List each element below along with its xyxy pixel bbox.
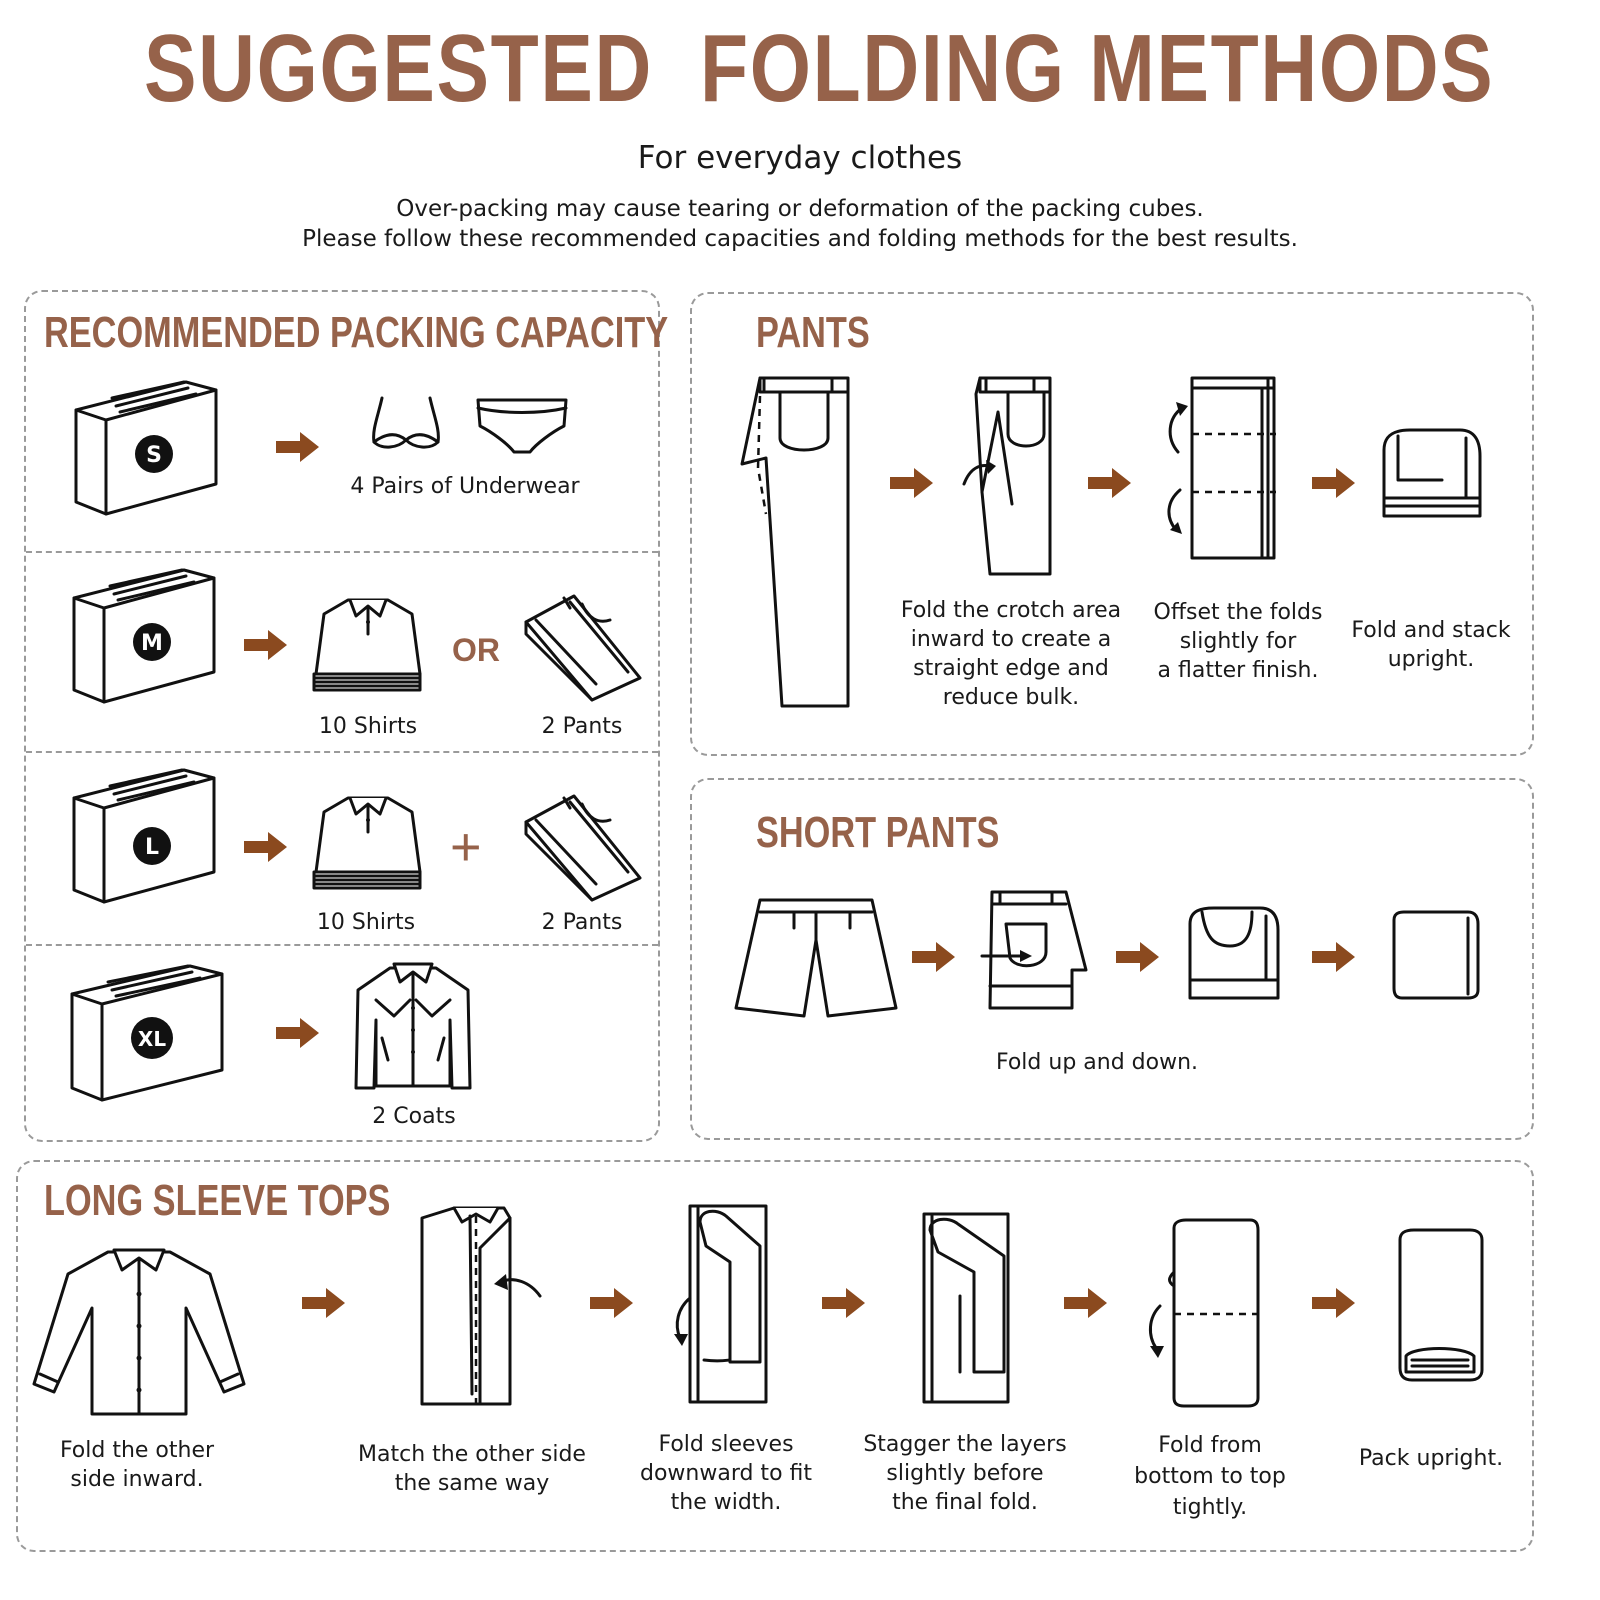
long-sleeve-step-label: Pack upright. [1358,1446,1504,1471]
packing-cube-icon [62,960,234,1110]
size-badge-s: S [146,443,162,468]
packing-cube-icon [64,564,226,712]
arrow-right-icon [276,1016,320,1050]
capacity-divider [26,751,658,753]
size-badge-xl: XL [137,1027,167,1051]
capacity-divider [26,944,658,946]
long-sleeve-shirt-icon [30,1244,246,1418]
capacity-item-label: 2 Pants [541,714,623,739]
plus-connector: + [450,817,482,877]
arrow-right-icon [890,466,934,500]
packing-cube-icon [66,376,228,524]
page-subtitle: For everyday clothes [637,140,963,176]
long-sleeve-step-label: Fold from bottom to top tightly. [1134,1433,1286,1520]
size-badge-l: L [144,835,160,860]
capacity-heading: RECOMMENDED PACKING CAPACITY [44,308,669,357]
pants-step-label: Fold the crotch area inward to create a straight edge and reduce bulk. [900,598,1122,710]
intro-line-1: Over-packing may cause tearing or deformation of the packing cubes. [396,196,1204,222]
arrow-right-icon [1312,466,1356,500]
capacity-item-label: 2 Coats [372,1104,456,1129]
arrow-right-icon [822,1286,866,1320]
packing-cube-icon [64,764,226,912]
pants-step-label: Offset the folds slightly for a flatter finish. [1153,600,1323,683]
arrow-right-icon [1088,466,1132,500]
page-title: SUGGESTED FOLDING METHODS [144,15,1495,122]
folded-pants-icon [518,592,644,704]
arrow-right-icon [244,628,288,662]
folded-shirt-stack-icon [308,590,428,700]
capacity-item-label: 4 Pairs of Underwear [350,474,580,499]
capacity-item-label: 10 Shirts [318,714,418,739]
long-sleeve-step-label: Match the other side the same way [358,1442,586,1496]
bra-icon [368,396,444,454]
short-pants-heading: SHORT PANTS [756,808,1000,857]
or-connector: OR [452,632,500,668]
long-sleeve-step-label: Fold the other side inward. [59,1438,215,1492]
pants-offset-fold-icon [1158,374,1282,562]
shorts-folded-final-icon [1388,910,1482,1000]
pants-step-label: Fold and stack upright. [1351,618,1511,672]
arrow-right-icon [276,430,320,464]
pants-folded-upright-icon [1380,426,1484,522]
folded-pants-icon [518,792,644,904]
arrow-right-icon [302,1286,346,1320]
capacity-item-label: 10 Shirts [316,910,416,935]
arrow-right-icon [1116,940,1160,974]
short-pants-caption: Fold up and down. [995,1050,1199,1075]
shorts-icon [734,896,898,1020]
shirt-roll-icon [1140,1218,1266,1410]
arrow-right-icon [244,830,288,864]
long-sleeve-step-label: Stagger the layers slightly before the final fold. [863,1432,1067,1515]
shorts-fold-step-icon [976,888,1092,1016]
coat-icon [354,960,472,1092]
pants-fold-step-icon [962,374,1056,576]
intro-line-2: Please follow these recommended capacities and folding methods for the best results. [302,226,1298,252]
folded-shirt-stack-icon [308,788,428,898]
size-badge-m: M [141,631,163,656]
long-sleeve-heading: LONG SLEEVE TOPS [44,1176,391,1225]
arrow-right-icon [912,940,956,974]
capacity-divider [26,551,658,553]
shorts-folded-icon [1186,904,1282,1002]
pants-icon [736,374,858,708]
shirt-fold-sleeves-icon [660,1200,772,1406]
shirt-packed-upright-icon [1394,1226,1488,1384]
underwear-icon [474,396,570,456]
arrow-right-icon [1312,940,1356,974]
capacity-item-label: 2 Pants [541,910,623,935]
arrow-right-icon [1064,1286,1108,1320]
arrow-right-icon [590,1286,634,1320]
pants-heading: PANTS [756,308,870,357]
arrow-right-icon [1312,1286,1356,1320]
shirt-fold-side-icon [414,1204,544,1410]
shirt-stagger-layers-icon [920,1208,1014,1406]
long-sleeve-step-label: Fold sleeves downward to fit the width. [639,1432,812,1515]
